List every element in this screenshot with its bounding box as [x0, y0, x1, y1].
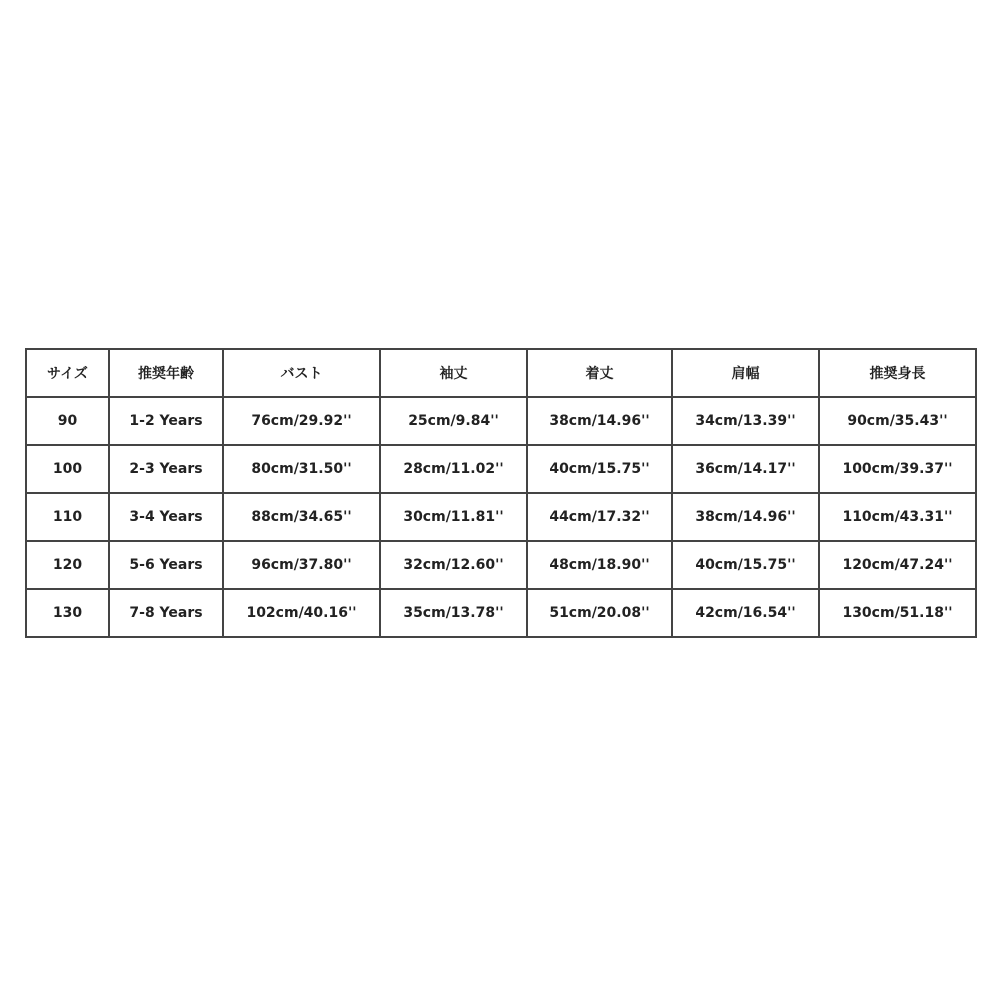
- cell-sleeve: 32cm/12.60'': [380, 541, 527, 589]
- cell-size: 130: [26, 589, 109, 637]
- cell-sleeve: 28cm/11.02'': [380, 445, 527, 493]
- cell-length: 51cm/20.08'': [527, 589, 672, 637]
- cell-bust: 80cm/31.50'': [223, 445, 380, 493]
- cell-shoulder: 38cm/14.96'': [672, 493, 819, 541]
- cell-bust: 96cm/37.80'': [223, 541, 380, 589]
- cell-bust: 88cm/34.65'': [223, 493, 380, 541]
- cell-length: 44cm/17.32'': [527, 493, 672, 541]
- cell-length: 38cm/14.96'': [527, 397, 672, 445]
- cell-height: 90cm/35.43'': [819, 397, 976, 445]
- header-body-length: 着丈: [527, 349, 672, 397]
- cell-sleeve: 25cm/9.84'': [380, 397, 527, 445]
- cell-age: 1-2 Years: [109, 397, 223, 445]
- table-header-row: [26, 349, 976, 397]
- header-sleeve-length: 袖丈: [380, 349, 527, 397]
- table-row: [26, 445, 976, 493]
- table-row: [26, 397, 976, 445]
- table-row: [26, 541, 976, 589]
- cell-size: 110: [26, 493, 109, 541]
- cell-bust: 102cm/40.16'': [223, 589, 380, 637]
- cell-length: 40cm/15.75'': [527, 445, 672, 493]
- cell-size: 120: [26, 541, 109, 589]
- cell-age: 5-6 Years: [109, 541, 223, 589]
- cell-height: 110cm/43.31'': [819, 493, 976, 541]
- table-row: [26, 589, 976, 637]
- cell-shoulder: 42cm/16.54'': [672, 589, 819, 637]
- cell-sleeve: 30cm/11.81'': [380, 493, 527, 541]
- cell-size: 100: [26, 445, 109, 493]
- cell-age: 3-4 Years: [109, 493, 223, 541]
- cell-shoulder: 36cm/14.17'': [672, 445, 819, 493]
- header-recommended-age: 推奨年齢: [109, 349, 223, 397]
- cell-height: 120cm/47.24'': [819, 541, 976, 589]
- cell-size: 90: [26, 397, 109, 445]
- cell-age: 7-8 Years: [109, 589, 223, 637]
- header-bust: バスト: [223, 349, 380, 397]
- header-recommended-height: 推奨身長: [819, 349, 976, 397]
- size-chart-table: [25, 348, 977, 638]
- cell-age: 2-3 Years: [109, 445, 223, 493]
- cell-length: 48cm/18.90'': [527, 541, 672, 589]
- cell-shoulder: 40cm/15.75'': [672, 541, 819, 589]
- cell-shoulder: 34cm/13.39'': [672, 397, 819, 445]
- header-size: サイズ: [26, 349, 109, 397]
- cell-bust: 76cm/29.92'': [223, 397, 380, 445]
- cell-sleeve: 35cm/13.78'': [380, 589, 527, 637]
- cell-height: 130cm/51.18'': [819, 589, 976, 637]
- header-shoulder-width: 肩幅: [672, 349, 819, 397]
- cell-height: 100cm/39.37'': [819, 445, 976, 493]
- table-row: [26, 493, 976, 541]
